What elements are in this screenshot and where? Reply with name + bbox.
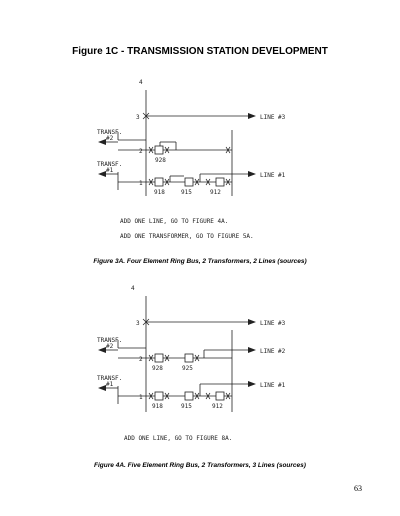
fig3a-note-1: ADD ONE LINE, GO TO FIGURE 4A. xyxy=(120,218,229,225)
fig4a-breaker-912: 912 xyxy=(212,403,223,410)
fig3a-node-3: 3 xyxy=(136,114,140,121)
fig4a-transf1-label: TRANSF. xyxy=(97,375,123,382)
fig3a-line1-label: LINE #1 xyxy=(260,172,286,179)
fig4a-node-1: 1 xyxy=(139,394,143,401)
fig3a-note-2: ADD ONE TRANSFORMER, GO TO FIGURE 5A. xyxy=(120,233,254,240)
page-title: Figure 1C - TRANSMISSION STATION DEVELOPMENT xyxy=(72,46,328,57)
fig4a-breaker-915: 915 xyxy=(181,403,192,410)
fig3a-breaker-912: 912 xyxy=(210,189,221,196)
fig4a-node-4: 4 xyxy=(131,285,135,292)
fig4a-breaker-928: 928 xyxy=(152,365,163,372)
fig4a-caption: Figure 4A. Five Element Ring Bus, 2 Transformers, 3 Lines (sources) xyxy=(94,462,306,469)
fig4a-transf1-number: #1 xyxy=(106,381,114,388)
fig4a-note-1: ADD ONE LINE, GO TO FIGURE 8A. xyxy=(124,435,233,442)
fig3a-transf2-number: #2 xyxy=(106,135,114,142)
fig4a-line1-label: LINE #1 xyxy=(260,382,286,389)
fig3a-node-4: 4 xyxy=(139,79,143,86)
fig3a-node-1: 1 xyxy=(139,180,143,187)
fig3a-breaker-915: 915 xyxy=(181,189,192,196)
fig4a-node-3: 3 xyxy=(136,320,140,327)
fig4a-breaker-925: 925 xyxy=(182,365,193,372)
page-number: 63 xyxy=(354,484,362,493)
fig4a-line3-label: LINE #3 xyxy=(260,320,286,327)
fig4a-breaker-918: 918 xyxy=(152,403,163,410)
fig3a-breaker-928: 928 xyxy=(155,157,166,164)
fig4a-node-2: 2 xyxy=(139,356,143,363)
fig3a-caption: Figure 3A. Four Element Ring Bus, 2 Transformers, 2 Lines (sources) xyxy=(93,258,307,265)
fig3a-transf1-label: TRANSF. xyxy=(97,161,123,168)
fig4a-transf2-number: #2 xyxy=(106,343,114,350)
fig4a-transf2-label: TRANSF. xyxy=(97,337,123,344)
fig4a-line2-label: LINE #2 xyxy=(260,348,286,355)
fig3a-line3-label: LINE #3 xyxy=(260,114,286,121)
fig3a-breaker-918: 918 xyxy=(154,189,165,196)
fig3a-node-2: 2 xyxy=(139,148,143,155)
fig3a-transf2-label: TRANSF. xyxy=(97,129,123,136)
fig3a-transf1-number: #1 xyxy=(106,167,114,174)
